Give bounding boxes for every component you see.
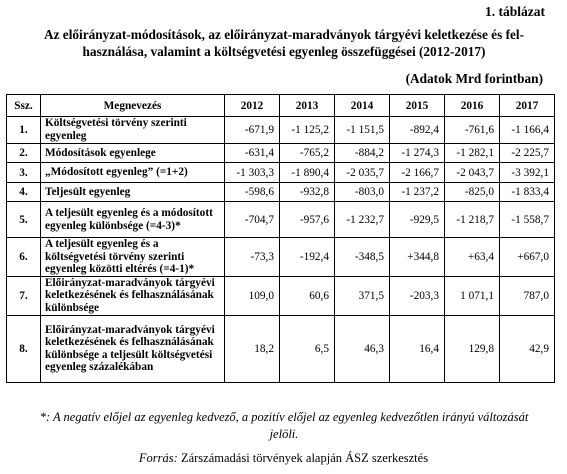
table-number: 1. táblázat [485, 4, 545, 19]
value-cell-2015: -1 274,3 [390, 144, 445, 163]
value-cell-2014: -803,0 [335, 183, 390, 202]
row-number: 5. [7, 202, 41, 238]
column-header-2017: 2017 [500, 95, 555, 117]
value-cell-2012: -671,9 [225, 117, 280, 144]
value-cell-2014: -1 232,7 [335, 202, 390, 238]
value-cell-2014: -1 151,5 [335, 117, 390, 144]
value-cell-2016: 1 071,1 [445, 276, 500, 315]
value-cell-2017: -1 558,7 [500, 202, 555, 238]
row-label: Teljesült egyenleg [41, 183, 225, 202]
row-label: Módosítások egyenlege [41, 144, 225, 163]
table-row [7, 144, 555, 163]
table-title: Az előirányzat-módosítások, az előirányzat-maradványok tárgyévi keletkezése és fel-használása, valamint a költségvetési egyenleg összefüggései (2012-2017) [43, 27, 525, 59]
row-label: Előirányzat-maradványok tárgyévi keletkezésének és felhasználásának különbsége a teljesült költségvetési egyenleg százalékában [41, 315, 225, 382]
column-header-2016: 2016 [445, 95, 500, 117]
value-cell-2017: -1 833,4 [500, 183, 555, 202]
row-number: 6. [7, 238, 41, 277]
value-cell-2013: 6,5 [280, 315, 335, 382]
value-cell-2016: 129,8 [445, 315, 500, 382]
row-label: A teljesült egyenleg és a költségvetési törvény szerinti egyenleg közötti eltérés (=4-1)* [41, 238, 225, 277]
value-cell-2014: -2 035,7 [335, 163, 390, 183]
value-cell-2014: 46,3 [335, 315, 390, 382]
table-row [7, 315, 555, 382]
value-cell-2013: 60,6 [280, 276, 335, 315]
value-cell-2013: -1 890,4 [280, 163, 335, 183]
value-cell-2012: 109,0 [225, 276, 280, 315]
value-cell-2015: -2 166,7 [390, 163, 445, 183]
row-number: 7. [7, 276, 41, 315]
source-label: Forrás: [138, 451, 178, 465]
row-label: A teljesült egyenleg és a módosított egyenleg különbsége (=4-3)* [41, 202, 225, 238]
table-header-row [7, 95, 555, 117]
source-text: Zárszámadási törvények alapján ÁSZ szerkesztés [180, 451, 429, 465]
value-cell-2016: -825,0 [445, 183, 500, 202]
value-cell-2012: 18,2 [225, 315, 280, 382]
value-cell-2015: -929,5 [390, 202, 445, 238]
unit-note: (Adatok Mrd forintban) [405, 71, 543, 86]
table-row [7, 117, 555, 144]
row-number: 4. [7, 183, 41, 202]
column-header-2014: 2014 [335, 95, 390, 117]
row-number: 1. [7, 117, 41, 144]
column-header-2013: 2013 [280, 95, 335, 117]
column-header-ssz: Ssz. [7, 95, 41, 117]
value-cell-2016: +63,4 [445, 238, 500, 277]
value-cell-2015: -1 237,2 [390, 183, 445, 202]
value-cell-2013: -192,4 [280, 238, 335, 277]
table-body [7, 117, 555, 383]
value-cell-2012: -598,6 [225, 183, 280, 202]
footnote: *: A negatív előjel az egyenleg kedvező, a pozitív előjel az egyenleg kedvezőtlen irányú változását jelöli. [39, 410, 529, 441]
table-row [7, 276, 555, 315]
value-cell-2015: +344,8 [390, 238, 445, 277]
source-line [0, 451, 567, 466]
value-cell-2016: -1 282,1 [445, 144, 500, 163]
value-cell-2017: -1 166,4 [500, 117, 555, 144]
value-cell-2014: -348,5 [335, 238, 390, 277]
row-number: 3. [7, 163, 41, 183]
value-cell-2016: -761,6 [445, 117, 500, 144]
value-cell-2015: -892,4 [390, 117, 445, 144]
row-label: Költségvetési törvény szerinti egyenleg [41, 117, 225, 144]
value-cell-2012: -631,4 [225, 144, 280, 163]
value-cell-2016: -2 043,7 [445, 163, 500, 183]
table-row [7, 183, 555, 202]
column-header-megnevezes: Megnevezés [41, 95, 225, 117]
data-table [6, 94, 555, 383]
value-cell-2013: -957,6 [280, 202, 335, 238]
value-cell-2017: -2 225,7 [500, 144, 555, 163]
value-cell-2012: -73,3 [225, 238, 280, 277]
value-cell-2012: -704,7 [225, 202, 280, 238]
value-cell-2013: -765,2 [280, 144, 335, 163]
row-number: 8. [7, 315, 41, 382]
value-cell-2012: -1 303,3 [225, 163, 280, 183]
value-cell-2013: -1 125,2 [280, 117, 335, 144]
value-cell-2015: -203,3 [390, 276, 445, 315]
table-row [7, 163, 555, 183]
value-cell-2017: 42,9 [500, 315, 555, 382]
row-label: „Módosított egyenleg” (=1+2) [41, 163, 225, 183]
value-cell-2013: -932,8 [280, 183, 335, 202]
value-cell-2014: 371,5 [335, 276, 390, 315]
table-row [7, 202, 555, 238]
value-cell-2017: +667,0 [500, 238, 555, 277]
row-number: 2. [7, 144, 41, 163]
value-cell-2014: -884,2 [335, 144, 390, 163]
value-cell-2015: 16,4 [390, 315, 445, 382]
value-cell-2017: 787,0 [500, 276, 555, 315]
column-header-2015: 2015 [390, 95, 445, 117]
row-label: Előirányzat-maradványok tárgyévi keletkezésének és felhasználásának különbsége [41, 276, 225, 315]
table-row [7, 238, 555, 277]
column-header-2012: 2012 [225, 95, 280, 117]
value-cell-2016: -1 218,7 [445, 202, 500, 238]
value-cell-2017: -3 392,1 [500, 163, 555, 183]
